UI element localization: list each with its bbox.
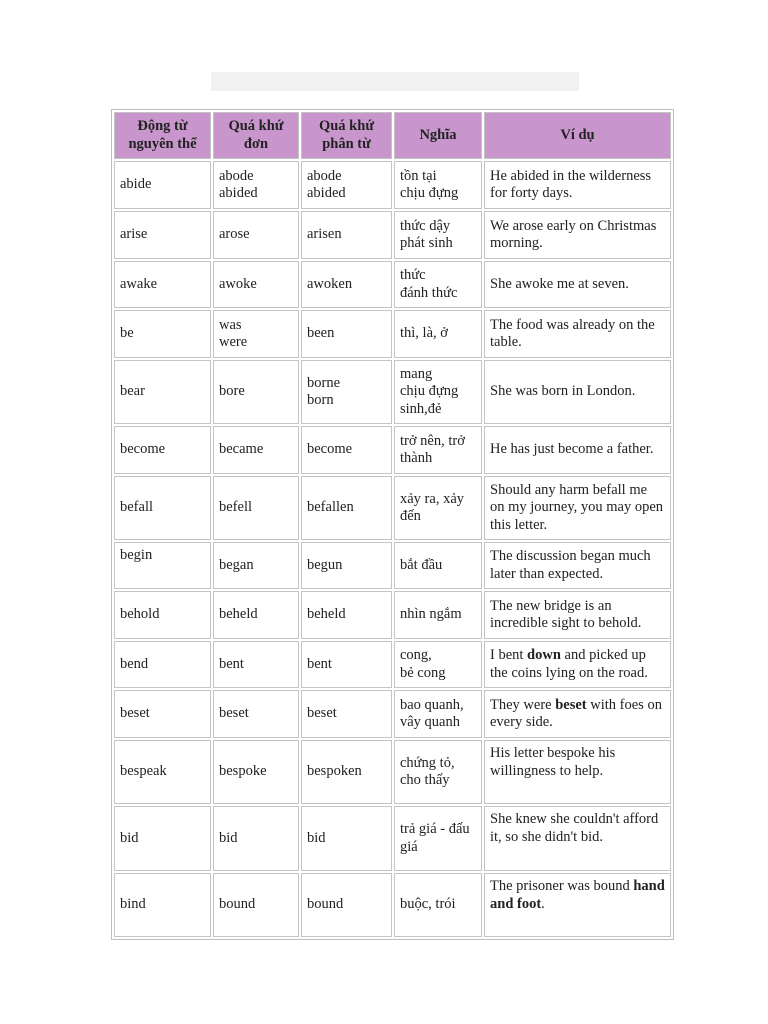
header-meaning: Nghĩa: [394, 112, 482, 159]
cell-meaning: trở nên, trở thành: [394, 426, 482, 474]
cell-past-simple: befell: [213, 476, 299, 540]
cell-meaning: tồn tại chịu đựng: [394, 161, 482, 209]
table-row: [114, 806, 671, 871]
cell-past-participle: begun: [301, 542, 392, 589]
table-row: [114, 310, 671, 358]
cell-example: The food was already on the table.: [484, 310, 671, 358]
cell-past-participle: been: [301, 310, 392, 358]
cell-infinitive: beset: [114, 690, 211, 738]
cell-meaning: trả giá - đấu giá: [394, 806, 482, 871]
table-row: [114, 261, 671, 308]
cell-infinitive: bear: [114, 360, 211, 424]
cell-infinitive: be: [114, 310, 211, 358]
cell-past-simple: became: [213, 426, 299, 474]
cell-past-simple: awoke: [213, 261, 299, 308]
cell-infinitive: befall: [114, 476, 211, 540]
cell-past-participle: become: [301, 426, 392, 474]
cell-infinitive: abide: [114, 161, 211, 209]
cell-meaning: thức dậy phát sinh: [394, 211, 482, 259]
cell-past-simple: bespoke: [213, 740, 299, 804]
cell-past-participle: beheld: [301, 591, 392, 639]
irregular-verbs-table: [111, 109, 674, 940]
cell-past-participle: bound: [301, 873, 392, 937]
cell-past-simple: bid: [213, 806, 299, 871]
table-row: [114, 542, 671, 589]
cell-past-participle: borne born: [301, 360, 392, 424]
cell-meaning: xảy ra, xảy đến: [394, 476, 482, 540]
cell-meaning: nhìn ngắm: [394, 591, 482, 639]
cell-past-simple: bent: [213, 641, 299, 688]
header-past-participle: Quá khứ phân từ: [301, 112, 392, 159]
cell-past-participle: abode abided: [301, 161, 392, 209]
cell-past-simple: bound: [213, 873, 299, 937]
table-row: [114, 211, 671, 259]
cell-example: She awoke me at seven.: [484, 261, 671, 308]
cell-meaning: bao quanh, vây quanh: [394, 690, 482, 738]
table-row: [114, 426, 671, 474]
table-row: [114, 161, 671, 209]
cell-past-simple: began: [213, 542, 299, 589]
table-body: [114, 161, 671, 937]
cell-infinitive: bid: [114, 806, 211, 871]
cell-past-simple: abode abided: [213, 161, 299, 209]
cell-infinitive: become: [114, 426, 211, 474]
cell-example: The new bridge is an incredible sight to behold.: [484, 591, 671, 639]
cell-meaning: bắt đầu: [394, 542, 482, 589]
table-row: [114, 641, 671, 688]
cell-example: They were beset with foes on every side.: [484, 690, 671, 738]
cell-infinitive: arise: [114, 211, 211, 259]
cell-past-participle: awoken: [301, 261, 392, 308]
cell-past-participle: befallen: [301, 476, 392, 540]
cell-example: I bent down and picked up the coins lying on the road.: [484, 641, 671, 688]
cell-past-participle: bent: [301, 641, 392, 688]
cell-meaning: mang chịu đựng sinh,đẻ: [394, 360, 482, 424]
cell-meaning: thức đánh thức: [394, 261, 482, 308]
cell-past-simple: beheld: [213, 591, 299, 639]
cell-example: The discussion began much later than expected.: [484, 542, 671, 589]
table-row: [114, 690, 671, 738]
cell-past-simple: arose: [213, 211, 299, 259]
cell-past-participle: bespoken: [301, 740, 392, 804]
cell-example: He has just become a father.: [484, 426, 671, 474]
cell-past-simple: was were: [213, 310, 299, 358]
cell-past-simple: bore: [213, 360, 299, 424]
cell-past-participle: beset: [301, 690, 392, 738]
table-row: [114, 360, 671, 424]
header-past-simple: Quá khứ đơn: [213, 112, 299, 159]
cell-infinitive: bend: [114, 641, 211, 688]
cell-example: His letter bespoke his willingness to help.: [484, 740, 671, 804]
faded-title-bar: [211, 72, 579, 91]
cell-example: Should any harm befall me on my journey, you may open this letter.: [484, 476, 671, 540]
header-example: Ví dụ: [484, 112, 671, 159]
cell-infinitive: bespeak: [114, 740, 211, 804]
cell-past-simple: beset: [213, 690, 299, 738]
cell-example: We arose early on Christmas morning.: [484, 211, 671, 259]
cell-past-participle: bid: [301, 806, 392, 871]
header-row: [114, 112, 671, 159]
cell-meaning: thì, là, ở: [394, 310, 482, 358]
cell-example: She knew she couldn't afford it, so she didn't bid.: [484, 806, 671, 871]
cell-infinitive: awake: [114, 261, 211, 308]
cell-example: He abided in the wilderness for forty days.: [484, 161, 671, 209]
table-row: [114, 873, 671, 937]
cell-example: The prisoner was bound hand and foot.: [484, 873, 671, 937]
cell-meaning: buộc, trói: [394, 873, 482, 937]
table-row: [114, 740, 671, 804]
table-row: [114, 591, 671, 639]
cell-meaning: chứng tỏ, cho thấy: [394, 740, 482, 804]
cell-example: She was born in London.: [484, 360, 671, 424]
header-infinitive: Động từ nguyên thể: [114, 112, 211, 159]
cell-infinitive: behold: [114, 591, 211, 639]
cell-past-participle: arisen: [301, 211, 392, 259]
cell-infinitive: begin: [114, 542, 211, 589]
cell-meaning: cong, bẻ cong: [394, 641, 482, 688]
cell-infinitive: bind: [114, 873, 211, 937]
table-row: [114, 476, 671, 540]
